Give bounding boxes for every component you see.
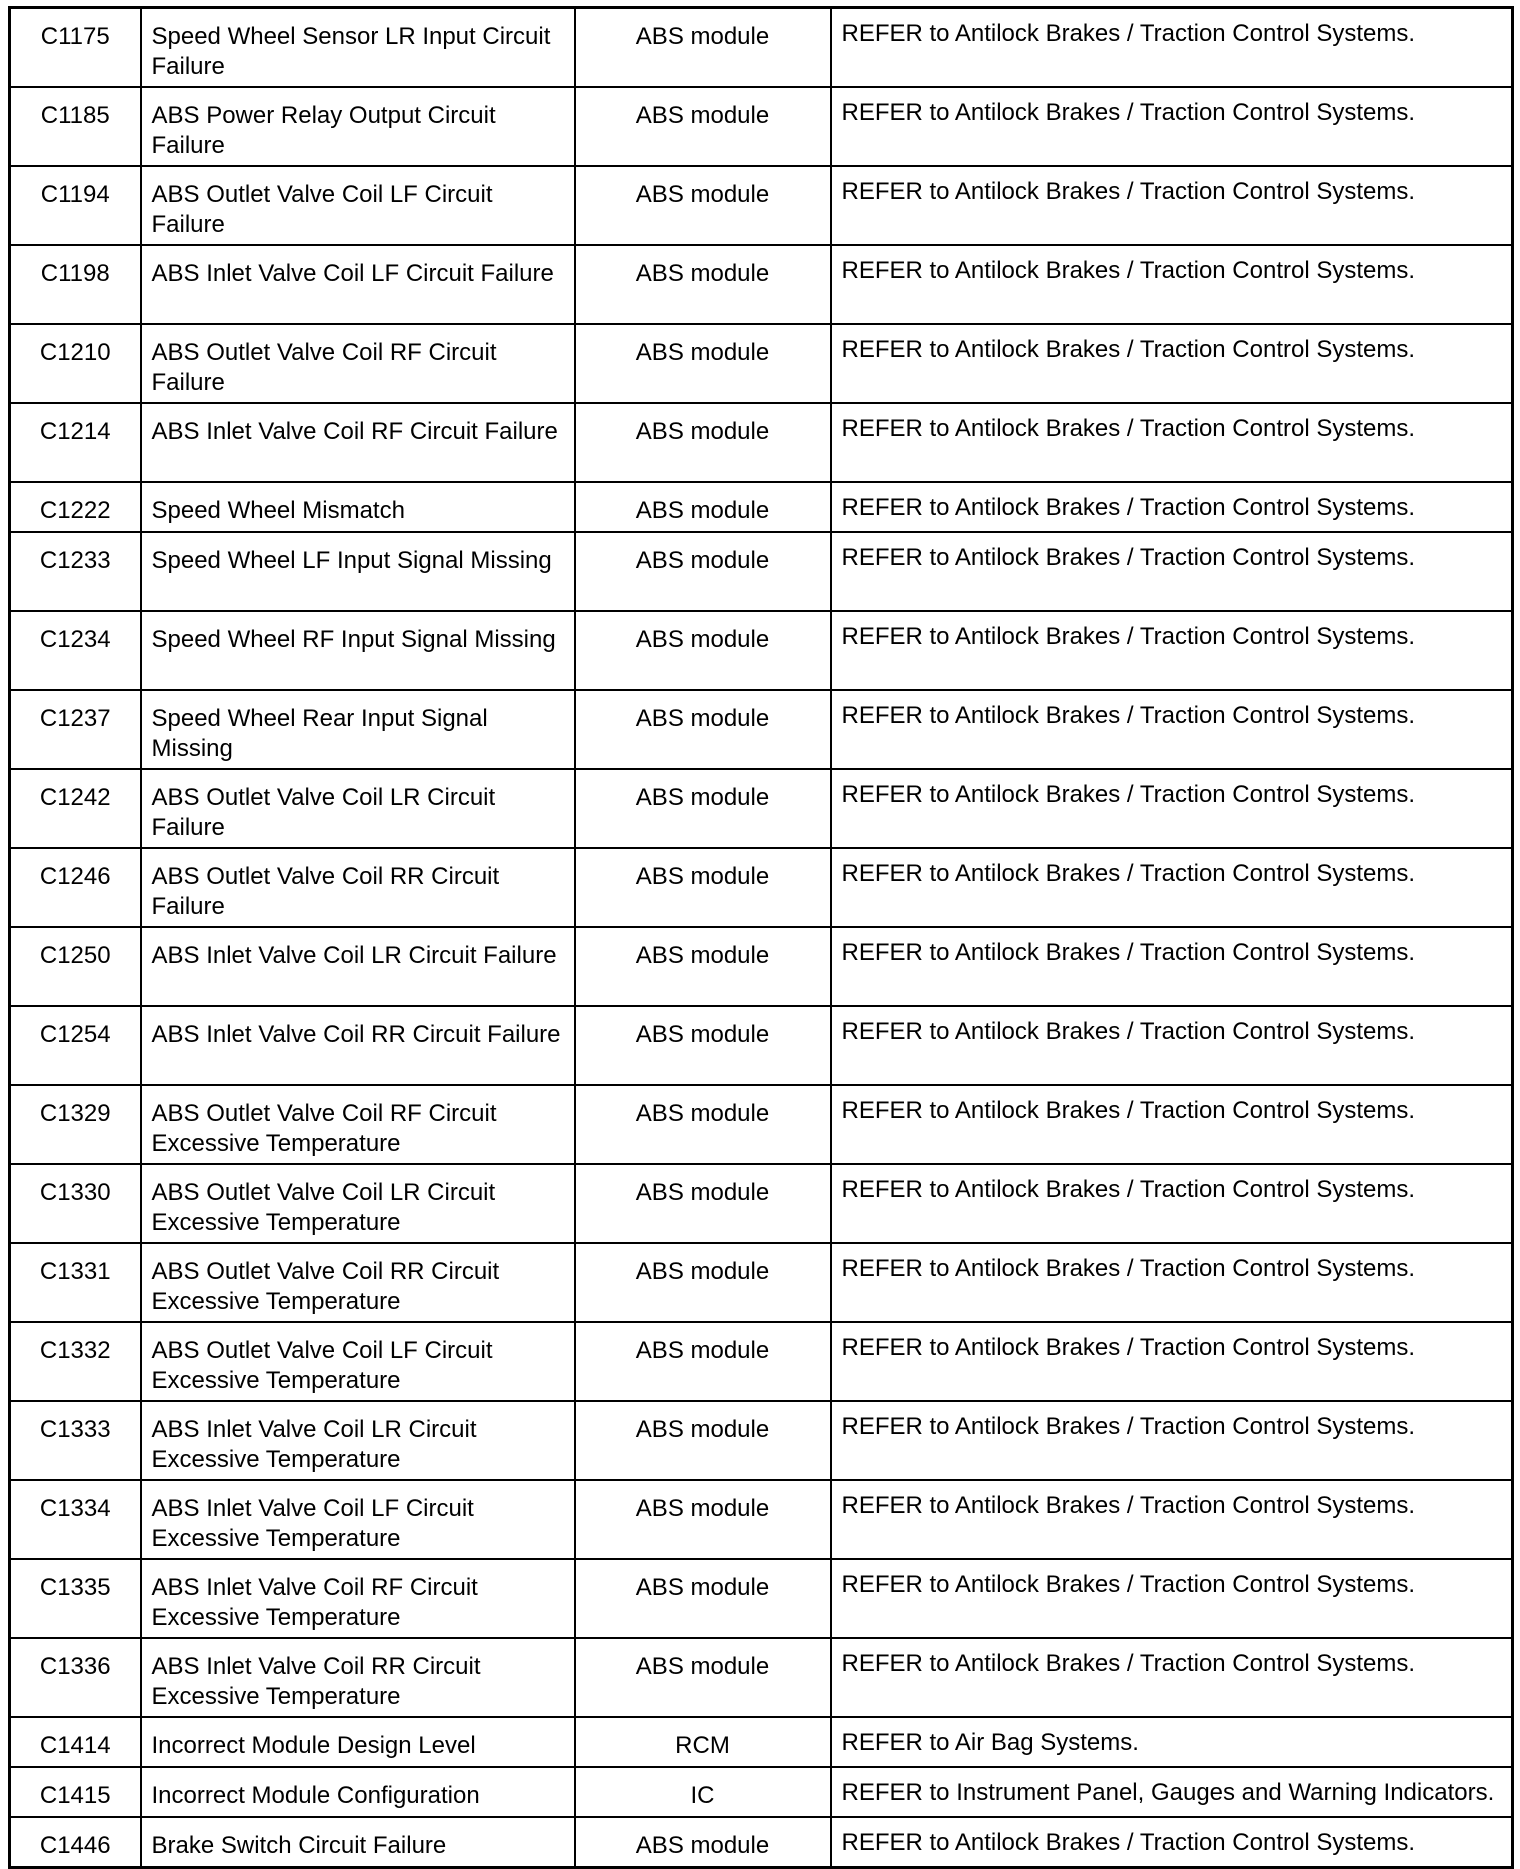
source-module-cell: ABS module xyxy=(575,532,831,611)
table-row xyxy=(10,245,1513,324)
table-row xyxy=(10,611,1513,690)
action-cell: REFER to Antilock Brakes / Traction Control Systems. xyxy=(831,769,1513,848)
description-cell: ABS Outlet Valve Coil LR Circuit Failure xyxy=(141,769,575,848)
table-row xyxy=(10,1767,1513,1817)
dtc-code-cell: C1334 xyxy=(10,1480,141,1559)
action-cell: REFER to Antilock Brakes / Traction Control Systems. xyxy=(831,611,1513,690)
table-row xyxy=(10,1006,1513,1085)
action-cell: REFER to Antilock Brakes / Traction Control Systems. xyxy=(831,1322,1513,1401)
table-row xyxy=(10,87,1513,166)
action-cell: REFER to Antilock Brakes / Traction Control Systems. xyxy=(831,1480,1513,1559)
table-row xyxy=(10,532,1513,611)
dtc-code-cell: C1237 xyxy=(10,690,141,769)
action-cell: REFER to Antilock Brakes / Traction Control Systems. xyxy=(831,1401,1513,1480)
table-row xyxy=(10,8,1513,88)
action-cell: REFER to Antilock Brakes / Traction Control Systems. xyxy=(831,848,1513,927)
source-module-cell: ABS module xyxy=(575,1243,831,1322)
description-cell: Speed Wheel Rear Input Signal Missing xyxy=(141,690,575,769)
action-cell: REFER to Antilock Brakes / Traction Control Systems. xyxy=(831,482,1513,532)
action-cell: REFER to Antilock Brakes / Traction Control Systems. xyxy=(831,324,1513,403)
dtc-code-cell: C1446 xyxy=(10,1817,141,1868)
action-cell: REFER to Antilock Brakes / Traction Control Systems. xyxy=(831,1085,1513,1164)
action-cell: REFER to Antilock Brakes / Traction Control Systems. xyxy=(831,1006,1513,1085)
dtc-code-cell: C1330 xyxy=(10,1164,141,1243)
description-cell: ABS Outlet Valve Coil RF Circuit Failure xyxy=(141,324,575,403)
action-cell: REFER to Antilock Brakes / Traction Control Systems. xyxy=(831,166,1513,245)
dtc-code-cell: C1246 xyxy=(10,848,141,927)
dtc-code-cell: C1335 xyxy=(10,1559,141,1638)
table-row xyxy=(10,1638,1513,1717)
dtc-code-cell: C1331 xyxy=(10,1243,141,1322)
dtc-code-cell: C1210 xyxy=(10,324,141,403)
description-cell: Speed Wheel RF Input Signal Missing xyxy=(141,611,575,690)
description-cell: ABS Outlet Valve Coil RR Circuit Failure xyxy=(141,848,575,927)
action-cell: REFER to Air Bag Systems. xyxy=(831,1717,1513,1767)
dtc-code-cell: C1332 xyxy=(10,1322,141,1401)
description-cell: ABS Inlet Valve Coil LR Circuit Failure xyxy=(141,927,575,1006)
dtc-code-cell: C1415 xyxy=(10,1767,141,1817)
description-cell: ABS Inlet Valve Coil RR Circuit Failure xyxy=(141,1006,575,1085)
dtc-table-body xyxy=(10,8,1513,1868)
source-module-cell: RCM xyxy=(575,1717,831,1767)
dtc-code-cell: C1333 xyxy=(10,1401,141,1480)
description-cell: ABS Inlet Valve Coil LF Circuit Excessive Temperature xyxy=(141,1480,575,1559)
source-module-cell: ABS module xyxy=(575,611,831,690)
table-row xyxy=(10,1164,1513,1243)
source-module-cell: ABS module xyxy=(575,1480,831,1559)
source-module-cell: ABS module xyxy=(575,1638,831,1717)
description-cell: Brake Switch Circuit Failure xyxy=(141,1817,575,1868)
source-module-cell: ABS module xyxy=(575,848,831,927)
action-cell: REFER to Antilock Brakes / Traction Control Systems. xyxy=(831,1638,1513,1717)
table-row xyxy=(10,482,1513,532)
action-cell: REFER to Antilock Brakes / Traction Control Systems. xyxy=(831,8,1513,88)
source-module-cell: ABS module xyxy=(575,690,831,769)
action-cell: REFER to Antilock Brakes / Traction Control Systems. xyxy=(831,927,1513,1006)
source-module-cell: ABS module xyxy=(575,1401,831,1480)
table-row xyxy=(10,1401,1513,1480)
action-cell: REFER to Antilock Brakes / Traction Control Systems. xyxy=(831,1559,1513,1638)
table-row xyxy=(10,1480,1513,1559)
action-cell: REFER to Antilock Brakes / Traction Control Systems. xyxy=(831,1243,1513,1322)
source-module-cell: IC xyxy=(575,1767,831,1817)
description-cell: Speed Wheel Mismatch xyxy=(141,482,575,532)
source-module-cell: ABS module xyxy=(575,1006,831,1085)
table-row xyxy=(10,1085,1513,1164)
table-row xyxy=(10,769,1513,848)
source-module-cell: ABS module xyxy=(575,8,831,88)
table-row xyxy=(10,1322,1513,1401)
source-module-cell: ABS module xyxy=(575,1559,831,1638)
source-module-cell: ABS module xyxy=(575,769,831,848)
table-row xyxy=(10,166,1513,245)
source-module-cell: ABS module xyxy=(575,1085,831,1164)
description-cell: ABS Outlet Valve Coil RF Circuit Excessive Temperature xyxy=(141,1085,575,1164)
dtc-code-cell: C1222 xyxy=(10,482,141,532)
dtc-code-cell: C1233 xyxy=(10,532,141,611)
action-cell: REFER to Antilock Brakes / Traction Control Systems. xyxy=(831,245,1513,324)
description-cell: ABS Inlet Valve Coil RF Circuit Excessive Temperature xyxy=(141,1559,575,1638)
description-cell: ABS Outlet Valve Coil LF Circuit Failure xyxy=(141,166,575,245)
description-cell: Speed Wheel LF Input Signal Missing xyxy=(141,532,575,611)
table-row xyxy=(10,403,1513,482)
description-cell: ABS Outlet Valve Coil LF Circuit Excessive Temperature xyxy=(141,1322,575,1401)
dtc-code-cell: C1214 xyxy=(10,403,141,482)
action-cell: REFER to Antilock Brakes / Traction Control Systems. xyxy=(831,532,1513,611)
table-row xyxy=(10,1817,1513,1868)
dtc-code-cell: C1329 xyxy=(10,1085,141,1164)
action-cell: REFER to Antilock Brakes / Traction Control Systems. xyxy=(831,1817,1513,1868)
action-cell: REFER to Antilock Brakes / Traction Control Systems. xyxy=(831,690,1513,769)
dtc-code-cell: C1336 xyxy=(10,1638,141,1717)
source-module-cell: ABS module xyxy=(575,1322,831,1401)
dtc-code-cell: C1250 xyxy=(10,927,141,1006)
dtc-code-cell: C1414 xyxy=(10,1717,141,1767)
description-cell: Incorrect Module Design Level xyxy=(141,1717,575,1767)
description-cell: ABS Inlet Valve Coil RF Circuit Failure xyxy=(141,403,575,482)
description-cell: ABS Power Relay Output Circuit Failure xyxy=(141,87,575,166)
table-row xyxy=(10,324,1513,403)
source-module-cell: ABS module xyxy=(575,1817,831,1868)
description-cell: ABS Inlet Valve Coil LR Circuit Excessive Temperature xyxy=(141,1401,575,1480)
source-module-cell: ABS module xyxy=(575,482,831,532)
action-cell: REFER to Antilock Brakes / Traction Control Systems. xyxy=(831,1164,1513,1243)
action-cell: REFER to Antilock Brakes / Traction Control Systems. xyxy=(831,87,1513,166)
dtc-code-cell: C1198 xyxy=(10,245,141,324)
table-row xyxy=(10,927,1513,1006)
action-cell: REFER to Antilock Brakes / Traction Control Systems. xyxy=(831,403,1513,482)
table-row xyxy=(10,1559,1513,1638)
dtc-code-cell: C1194 xyxy=(10,166,141,245)
description-cell: ABS Inlet Valve Coil LF Circuit Failure xyxy=(141,245,575,324)
source-module-cell: ABS module xyxy=(575,87,831,166)
description-cell: Incorrect Module Configuration xyxy=(141,1767,575,1817)
dtc-code-cell: C1234 xyxy=(10,611,141,690)
source-module-cell: ABS module xyxy=(575,245,831,324)
description-cell: ABS Outlet Valve Coil RR Circuit Excessive Temperature xyxy=(141,1243,575,1322)
source-module-cell: ABS module xyxy=(575,927,831,1006)
dtc-code-cell: C1242 xyxy=(10,769,141,848)
source-module-cell: ABS module xyxy=(575,166,831,245)
table-row xyxy=(10,1243,1513,1322)
description-cell: Speed Wheel Sensor LR Input Circuit Failure xyxy=(141,8,575,88)
description-cell: ABS Inlet Valve Coil RR Circuit Excessive Temperature xyxy=(141,1638,575,1717)
description-cell: ABS Outlet Valve Coil LR Circuit Excessive Temperature xyxy=(141,1164,575,1243)
dtc-code-cell: C1185 xyxy=(10,87,141,166)
table-row xyxy=(10,848,1513,927)
action-cell: REFER to Instrument Panel, Gauges and Warning Indicators. xyxy=(831,1767,1513,1817)
table-row xyxy=(10,1717,1513,1767)
dtc-table xyxy=(8,6,1514,1869)
source-module-cell: ABS module xyxy=(575,1164,831,1243)
dtc-code-cell: C1254 xyxy=(10,1006,141,1085)
source-module-cell: ABS module xyxy=(575,324,831,403)
source-module-cell: ABS module xyxy=(575,403,831,482)
table-row xyxy=(10,690,1513,769)
dtc-code-cell: C1175 xyxy=(10,8,141,88)
